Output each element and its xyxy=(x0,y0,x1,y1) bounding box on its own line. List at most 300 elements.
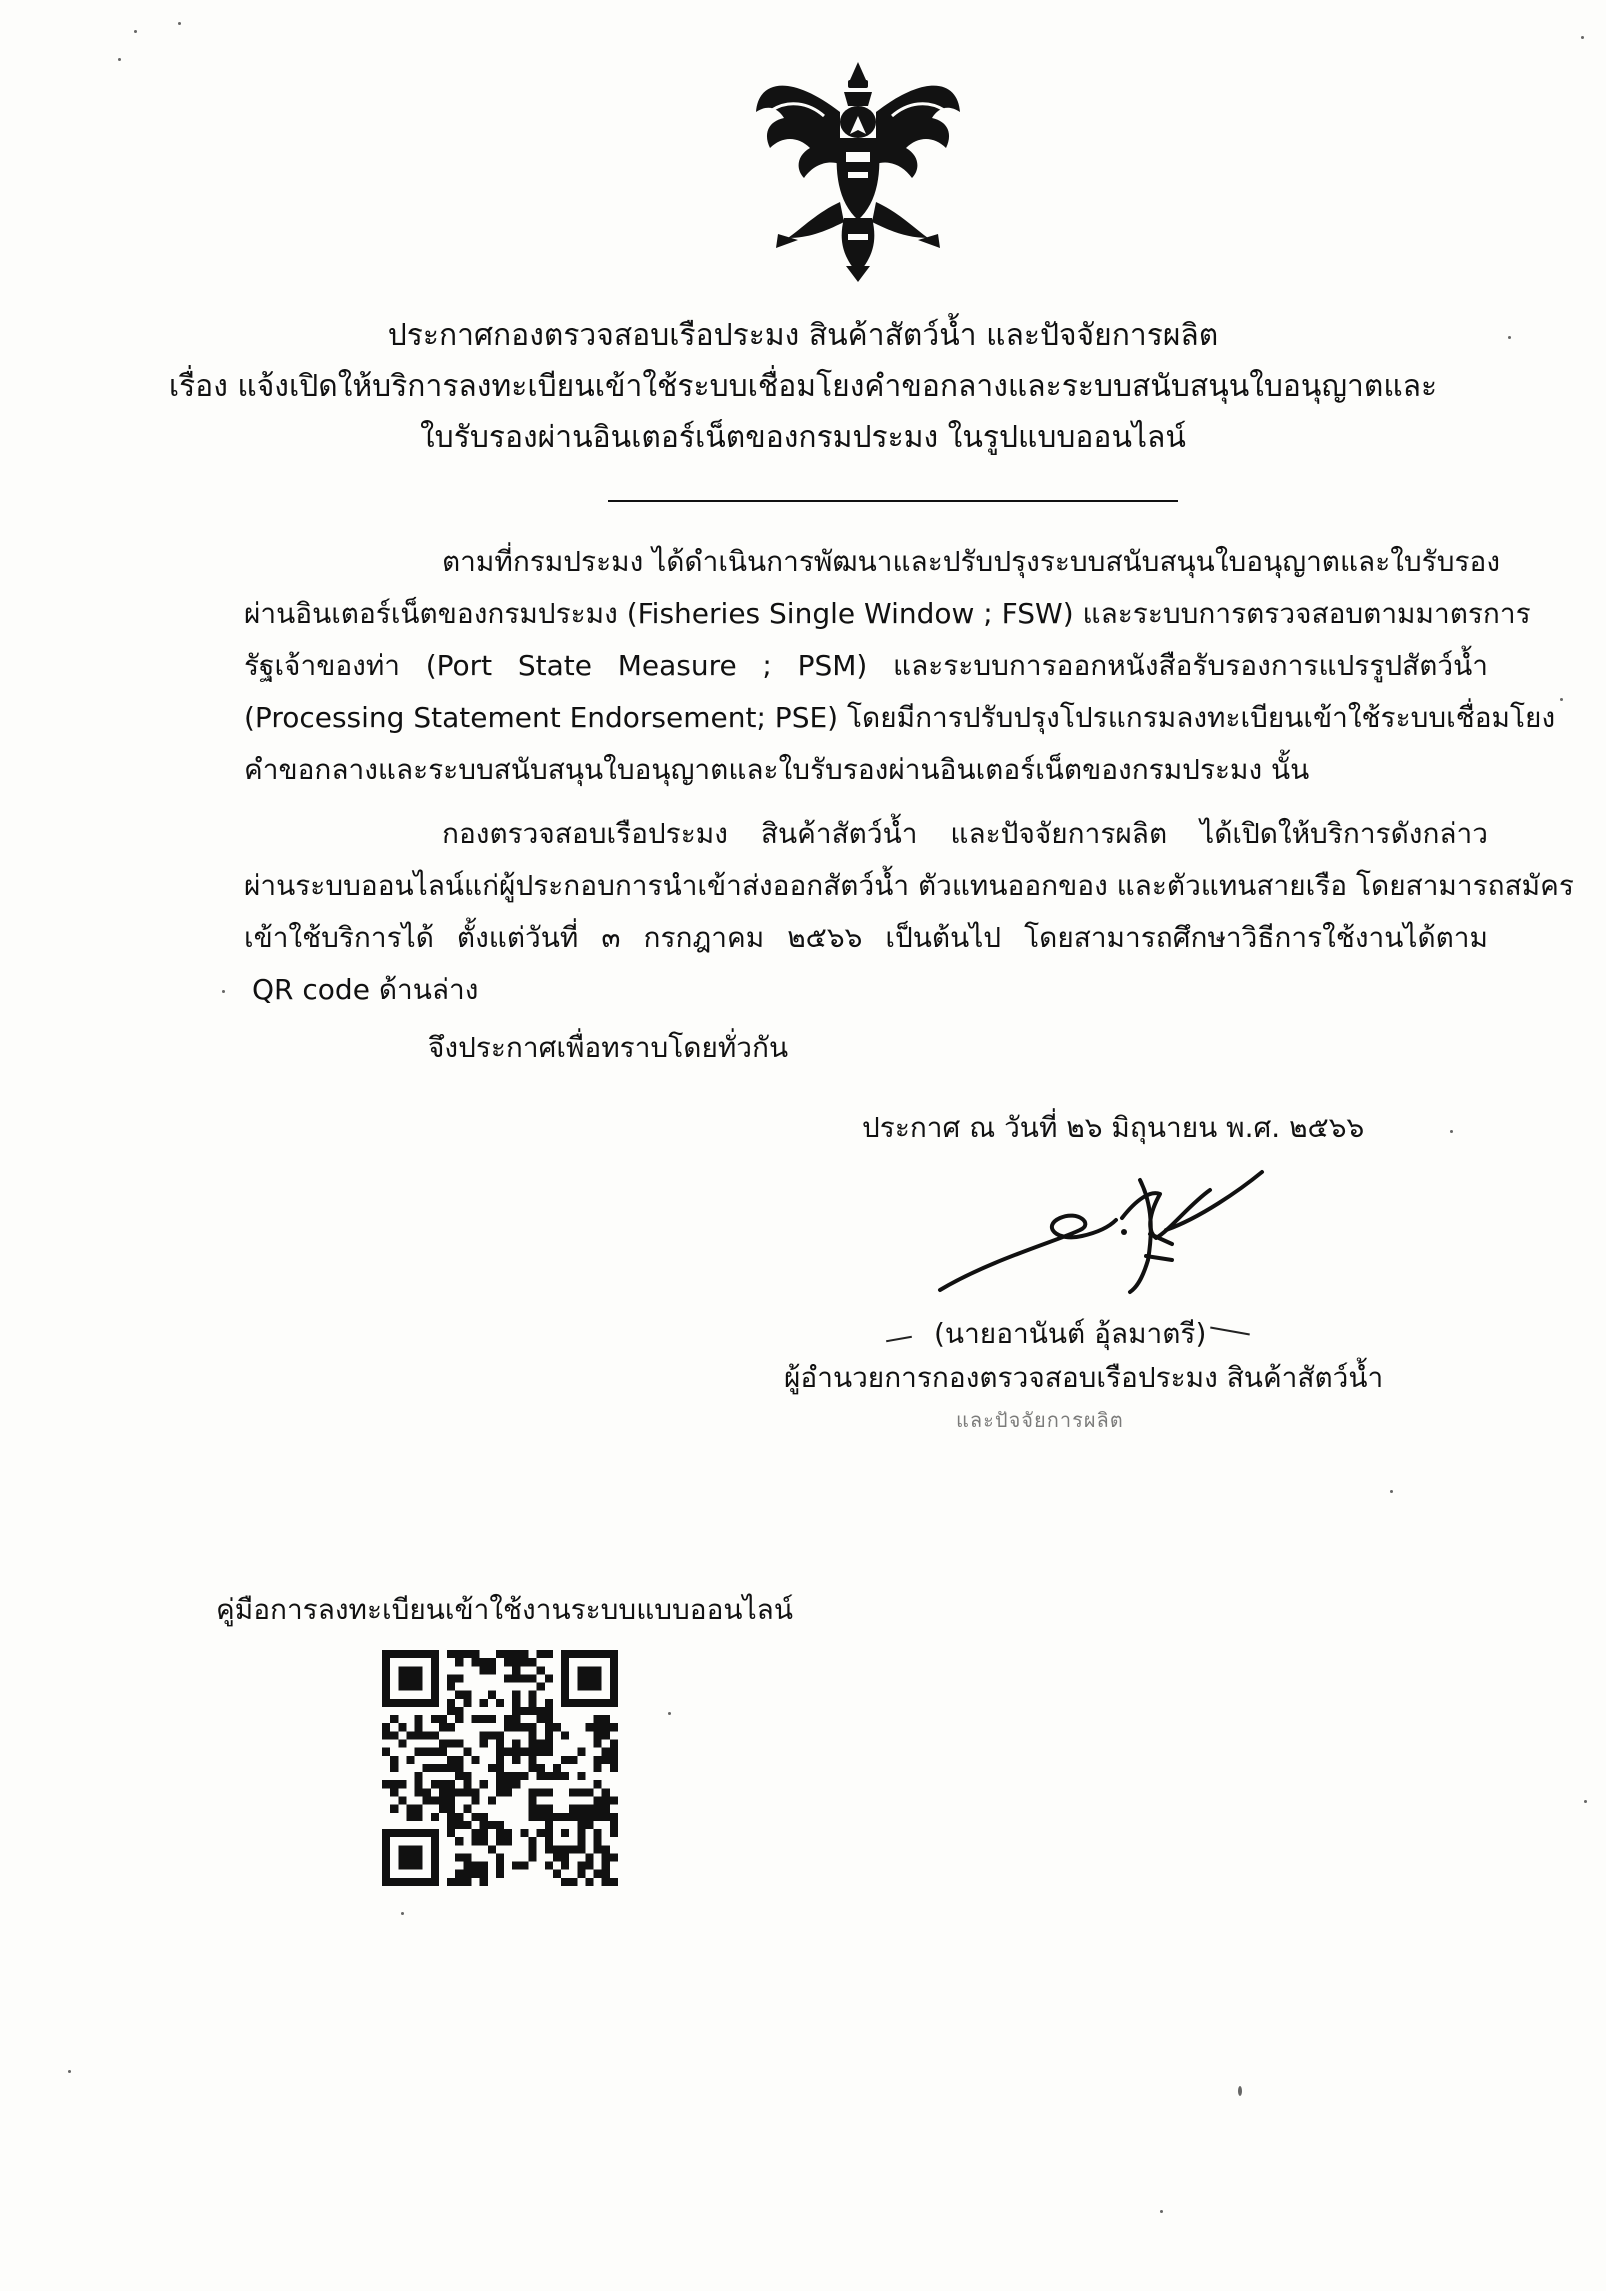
qr-module xyxy=(480,1821,488,1829)
qr-module xyxy=(602,1813,610,1821)
signer-name-dash xyxy=(886,1336,912,1342)
qr-module xyxy=(504,1829,512,1837)
qr-module xyxy=(463,1878,471,1886)
qr-module xyxy=(496,1788,504,1796)
qr-module xyxy=(488,1666,496,1674)
qr-module xyxy=(594,1813,602,1821)
title-divider xyxy=(608,500,1178,502)
qr-module xyxy=(553,1853,561,1861)
scan-speck xyxy=(1160,2210,1163,2213)
qr-timing-module xyxy=(496,1699,504,1707)
qr-module xyxy=(496,1821,504,1829)
qr-module xyxy=(569,1878,577,1886)
qr-module xyxy=(472,1829,480,1837)
qr-module xyxy=(398,1723,406,1731)
qr-module xyxy=(472,1788,480,1796)
qr-module xyxy=(610,1878,618,1886)
scan-speck xyxy=(668,1712,671,1715)
qr-module xyxy=(537,1748,545,1756)
qr-module xyxy=(463,1788,471,1796)
qr-module xyxy=(561,1772,569,1780)
qr-module xyxy=(496,1862,504,1870)
qr-module xyxy=(496,1829,504,1837)
qr-module xyxy=(594,1837,602,1845)
qr-timing-module xyxy=(431,1780,439,1788)
qr-module xyxy=(488,1715,496,1723)
qr-module xyxy=(528,1796,536,1804)
qr-module xyxy=(488,1731,496,1739)
signature-icon xyxy=(910,1160,1290,1300)
qr-module xyxy=(390,1788,398,1796)
garuda-emblem-icon xyxy=(748,52,968,287)
qr-timing-module xyxy=(431,1731,439,1739)
qr-module xyxy=(415,1723,423,1731)
qr-module xyxy=(455,1813,463,1821)
qr-module xyxy=(398,1796,406,1804)
qr-module xyxy=(472,1813,480,1821)
qr-module xyxy=(447,1764,455,1772)
qr-module xyxy=(553,1723,561,1731)
qr-module xyxy=(480,1740,488,1748)
qr-timing-module xyxy=(431,1796,439,1804)
qr-module xyxy=(520,1723,528,1731)
qr-module xyxy=(463,1772,471,1780)
qr-module xyxy=(496,1650,504,1658)
qr-module xyxy=(520,1707,528,1715)
qr-module xyxy=(553,1772,561,1780)
paragraph-2-line: กองตรวจสอบเรือประมง สินค้าสัตว์น้ำ และปัจจัยการผลิต ได้เปิดให้บริการดังกล่าว xyxy=(442,817,1488,850)
qr-module xyxy=(520,1772,528,1780)
qr-module xyxy=(488,1764,496,1772)
qr-module xyxy=(488,1658,496,1666)
qr-module xyxy=(439,1788,447,1796)
qr-module xyxy=(561,1862,569,1870)
qr-module xyxy=(545,1862,553,1870)
qr-module xyxy=(382,1748,390,1756)
signer-name: (นายอานันต์ อุ้ลมาตรี) xyxy=(934,1317,1207,1350)
qr-module xyxy=(545,1707,553,1715)
qr-module xyxy=(585,1878,593,1886)
qr-module xyxy=(390,1780,398,1788)
qr-module xyxy=(528,1756,536,1764)
qr-module xyxy=(537,1715,545,1723)
qr-module xyxy=(594,1731,602,1739)
qr-module xyxy=(423,1748,431,1756)
qr-module xyxy=(398,1780,406,1788)
qr-module xyxy=(520,1829,528,1837)
qr-module xyxy=(447,1796,455,1804)
qr-module xyxy=(447,1707,455,1715)
qr-module xyxy=(488,1691,496,1699)
qr-module xyxy=(512,1707,520,1715)
qr-module xyxy=(406,1731,414,1739)
scan-speck xyxy=(1581,36,1584,39)
qr-code-icon[interactable] xyxy=(382,1650,618,1886)
qr-timing-module xyxy=(463,1699,471,1707)
qr-module xyxy=(520,1650,528,1658)
qr-module xyxy=(537,1707,545,1715)
qr-module xyxy=(528,1837,536,1845)
qr-module xyxy=(610,1756,618,1764)
qr-module xyxy=(415,1748,423,1756)
qr-module xyxy=(455,1756,463,1764)
qr-module xyxy=(585,1853,593,1861)
qr-module xyxy=(610,1723,618,1731)
qr-module xyxy=(382,1731,390,1739)
qr-timing-module xyxy=(480,1699,488,1707)
qr-module xyxy=(577,1748,585,1756)
qr-module xyxy=(504,1723,512,1731)
qr-module xyxy=(545,1788,553,1796)
qr-module xyxy=(569,1788,577,1796)
qr-module xyxy=(447,1821,455,1829)
qr-module xyxy=(439,1796,447,1804)
qr-module xyxy=(545,1650,553,1658)
qr-module xyxy=(504,1772,512,1780)
qr-module xyxy=(398,1740,406,1748)
paragraph-1-line: คำขอกลางและระบบสนับสนุนใบอนุญาตและใบรับรองผ่านอินเตอร์เน็ตของกรมประมง นั้น xyxy=(244,753,1310,786)
qr-module xyxy=(439,1780,447,1788)
scan-speck xyxy=(134,30,137,33)
qr-module xyxy=(528,1691,536,1699)
qr-module xyxy=(415,1788,423,1796)
qr-module xyxy=(528,1788,536,1796)
qr-module xyxy=(602,1731,610,1739)
qr-module xyxy=(496,1740,504,1748)
qr-module xyxy=(504,1674,512,1682)
scan-speck xyxy=(1560,698,1563,701)
qr-module xyxy=(602,1788,610,1796)
qr-module xyxy=(439,1805,447,1813)
qr-module xyxy=(512,1658,520,1666)
qr-module xyxy=(602,1796,610,1804)
qr-module xyxy=(472,1870,480,1878)
qr-module xyxy=(553,1870,561,1878)
qr-module xyxy=(496,1756,504,1764)
qr-module xyxy=(447,1756,455,1764)
qr-module xyxy=(496,1772,504,1780)
qr-module xyxy=(610,1740,618,1748)
qr-module xyxy=(512,1740,520,1748)
qr-module xyxy=(520,1674,528,1682)
qr-module xyxy=(545,1731,553,1739)
qr-timing-module xyxy=(431,1813,439,1821)
qr-module xyxy=(545,1740,553,1748)
qr-module xyxy=(528,1674,536,1682)
qr-module xyxy=(480,1780,488,1788)
qr-module xyxy=(455,1821,463,1829)
qr-module xyxy=(455,1870,463,1878)
scan-speck xyxy=(1390,1490,1393,1493)
qr-module xyxy=(537,1764,545,1772)
scan-speck xyxy=(1450,1130,1453,1133)
qr-module xyxy=(512,1691,520,1699)
paragraph-1-line: ผ่านอินเตอร์เน็ตของกรมประมง (Fisheries Single Window ; FSW) และระบบการตรวจสอบตามมาตรการ xyxy=(244,597,1531,630)
qr-module xyxy=(553,1764,561,1772)
qr-module xyxy=(423,1796,431,1804)
qr-module xyxy=(447,1723,455,1731)
qr-module xyxy=(537,1666,545,1674)
qr-module xyxy=(577,1772,585,1780)
qr-module xyxy=(594,1870,602,1878)
qr-module xyxy=(545,1805,553,1813)
qr-module xyxy=(577,1862,585,1870)
qr-module xyxy=(520,1658,528,1666)
paragraph-1-line: ตามที่กรมประมง ได้ดำเนินการพัฒนาและปรับปรุงระบบสนับสนุนใบอนุญาตและใบรับรอง xyxy=(442,545,1501,578)
qr-module xyxy=(528,1813,536,1821)
qr-module xyxy=(594,1715,602,1723)
paragraph-1-line: (Processing Statement Endorsement; PSE) โดยมีการปรับปรุงโปรแกรมลงทะเบียนเข้าใช้ระบบเชื่อมโยง xyxy=(244,701,1556,734)
qr-module xyxy=(382,1723,390,1731)
qr-module xyxy=(602,1862,610,1870)
qr-module xyxy=(512,1723,520,1731)
qr-module xyxy=(602,1723,610,1731)
qr-module xyxy=(504,1748,512,1756)
qr-module xyxy=(390,1731,398,1739)
qr-module xyxy=(439,1715,447,1723)
qr-module xyxy=(504,1788,512,1796)
qr-module xyxy=(528,1748,536,1756)
qr-module xyxy=(496,1837,504,1845)
qr-module xyxy=(512,1756,520,1764)
qr-module xyxy=(455,1691,463,1699)
scan-speck xyxy=(401,1912,404,1915)
qr-module xyxy=(472,1756,480,1764)
qr-module xyxy=(406,1756,414,1764)
qr-module xyxy=(480,1813,488,1821)
qr-module xyxy=(537,1650,545,1658)
qr-module xyxy=(423,1788,431,1796)
qr-module xyxy=(455,1788,463,1796)
qr-module xyxy=(528,1845,536,1853)
qr-module xyxy=(472,1658,480,1666)
qr-module xyxy=(472,1796,480,1804)
qr-module xyxy=(463,1805,471,1813)
qr-module xyxy=(390,1764,398,1772)
scan-speck xyxy=(68,2070,71,2073)
qr-module xyxy=(496,1748,504,1756)
qr-module xyxy=(594,1723,602,1731)
qr-module xyxy=(585,1862,593,1870)
qr-module xyxy=(512,1748,520,1756)
qr-module xyxy=(390,1756,398,1764)
qr-module xyxy=(610,1853,618,1861)
qr-module xyxy=(537,1772,545,1780)
qr-module xyxy=(561,1878,569,1886)
qr-module xyxy=(561,1731,569,1739)
qr-module xyxy=(528,1853,536,1861)
qr-module xyxy=(528,1764,536,1772)
qr-module xyxy=(577,1788,585,1796)
qr-module xyxy=(594,1845,602,1853)
qr-module xyxy=(504,1650,512,1658)
qr-module xyxy=(602,1715,610,1723)
announcement-date: ประกาศ ณ วันที่ ๒๖ มิถุนายน พ.ศ. ๒๕๖๖ xyxy=(862,1111,1365,1144)
qr-module xyxy=(528,1723,536,1731)
qr-module xyxy=(520,1862,528,1870)
qr-module xyxy=(496,1764,504,1772)
qr-module xyxy=(439,1764,447,1772)
qr-module xyxy=(602,1878,610,1886)
qr-module xyxy=(447,1674,455,1682)
qr-module xyxy=(496,1731,504,1739)
qr-module xyxy=(480,1870,488,1878)
qr-module xyxy=(480,1829,488,1837)
qr-module xyxy=(512,1772,520,1780)
qr-module xyxy=(447,1780,455,1788)
qr-module xyxy=(528,1707,536,1715)
scan-speck xyxy=(1584,1800,1587,1803)
qr-module xyxy=(561,1853,569,1861)
qr-module xyxy=(406,1805,414,1813)
qr-module xyxy=(390,1715,398,1723)
qr-module xyxy=(585,1805,593,1813)
qr-timing-module xyxy=(528,1699,536,1707)
qr-module xyxy=(496,1853,504,1861)
qr-module xyxy=(415,1813,423,1821)
paragraph-2-line: ผ่านระบบออนไลน์แก่ผู้ประกอบการนำเข้าส่งออกสัตว์น้ำ ตัวแทนออกของ และตัวแทนสายเรือ โดยสามารถสมัคร xyxy=(244,869,1574,902)
qr-module xyxy=(512,1650,520,1658)
qr-module xyxy=(472,1837,480,1845)
qr-module xyxy=(594,1756,602,1764)
qr-module xyxy=(455,1853,463,1861)
qr-module xyxy=(415,1715,423,1723)
qr-module xyxy=(463,1870,471,1878)
qr-finder-center xyxy=(398,1845,422,1869)
qr-module xyxy=(455,1674,463,1682)
qr-module xyxy=(610,1748,618,1756)
closing-line: จึงประกาศเพื่อทราบโดยทั่วกัน xyxy=(428,1031,789,1064)
qr-finder-center xyxy=(577,1666,601,1690)
qr-timing-module xyxy=(447,1699,455,1707)
qr-module xyxy=(569,1756,577,1764)
qr-align-center xyxy=(561,1829,569,1837)
qr-module xyxy=(594,1829,602,1837)
qr-module xyxy=(415,1805,423,1813)
qr-module xyxy=(439,1740,447,1748)
qr-module xyxy=(455,1740,463,1748)
qr-module xyxy=(585,1723,593,1731)
qr-module xyxy=(512,1666,520,1674)
subject-line-1: เรื่อง แจ้งเปิดให้บริการลงทะเบียนเข้าใช้ระบบเชื่อมโยงคำขอกลางและระบบสนับสนุนใบอนุญาตและ xyxy=(168,369,1438,404)
qr-module xyxy=(447,1788,455,1796)
qr-module xyxy=(610,1813,618,1821)
qr-module xyxy=(537,1829,545,1837)
qr-module xyxy=(455,1764,463,1772)
scan-speck xyxy=(178,22,181,25)
qr-module xyxy=(537,1805,545,1813)
qr-timing-module xyxy=(431,1748,439,1756)
qr-module xyxy=(480,1837,488,1845)
qr-module xyxy=(423,1764,431,1772)
qr-module xyxy=(447,1805,455,1813)
scan-speck xyxy=(1238,2086,1242,2096)
qr-module xyxy=(504,1715,512,1723)
paragraph-2-line: QR code ด้านล่าง xyxy=(252,973,479,1006)
qr-module xyxy=(455,1878,463,1886)
qr-module xyxy=(512,1715,520,1723)
qr-module xyxy=(594,1740,602,1748)
qr-module xyxy=(528,1658,536,1666)
qr-module xyxy=(472,1650,480,1658)
qr-module xyxy=(577,1805,585,1813)
qr-module xyxy=(610,1764,618,1772)
signer-position-line-1: ผู้อำนวยการกองตรวจสอบเรือประมง สินค้าสัตว์น้ำ xyxy=(784,1361,1384,1394)
qr-caption: คู่มือการลงทะเบียนเข้าใช้งานระบบแบบออนไลน์ xyxy=(216,1593,793,1626)
qr-module xyxy=(455,1707,463,1715)
qr-module xyxy=(415,1731,423,1739)
qr-module xyxy=(455,1715,463,1723)
qr-module xyxy=(480,1666,488,1674)
qr-timing-module xyxy=(512,1699,520,1707)
qr-module xyxy=(602,1756,610,1764)
qr-finder-center xyxy=(398,1666,422,1690)
qr-timing-module xyxy=(431,1715,439,1723)
signer-name-dash xyxy=(1210,1327,1250,1336)
scan-speck xyxy=(118,58,121,61)
qr-module xyxy=(382,1780,390,1788)
qr-module xyxy=(594,1780,602,1788)
qr-module xyxy=(488,1845,496,1853)
qr-module xyxy=(520,1748,528,1756)
qr-module xyxy=(480,1878,488,1886)
qr-module xyxy=(594,1796,602,1804)
qr-module xyxy=(528,1740,536,1748)
qr-module xyxy=(537,1740,545,1748)
qr-module xyxy=(455,1837,463,1845)
qr-module xyxy=(463,1650,471,1658)
qr-module xyxy=(488,1821,496,1829)
qr-module xyxy=(577,1870,585,1878)
qr-module xyxy=(480,1715,488,1723)
qr-module xyxy=(537,1683,545,1691)
qr-module xyxy=(594,1764,602,1772)
qr-timing-module xyxy=(545,1699,553,1707)
qr-module xyxy=(447,1829,455,1837)
qr-module xyxy=(545,1674,553,1682)
qr-module xyxy=(610,1796,618,1804)
subject-line-2: ใบรับรองผ่านอินเตอร์เน็ตของกรมประมง ในรูปแบบออนไลน์ xyxy=(420,420,1186,455)
qr-module xyxy=(569,1805,577,1813)
qr-module xyxy=(585,1813,593,1821)
qr-module xyxy=(447,1878,455,1886)
qr-module xyxy=(504,1780,512,1788)
qr-module xyxy=(528,1805,536,1813)
qr-module xyxy=(537,1813,545,1821)
paragraph-1-line: รัฐเจ้าของท่า (Port State Measure ; PSM) และระบบการออกหนังสือรับรองการแปรรูปสัตว์น้ำ xyxy=(244,649,1488,682)
signer-position-line-2: และปัจจัยการผลิต xyxy=(956,1408,1124,1432)
qr-module xyxy=(463,1853,471,1861)
qr-module xyxy=(585,1821,593,1829)
qr-timing-module xyxy=(431,1764,439,1772)
document-title: ประกาศกองตรวจสอบเรือประมง สินค้าสัตว์น้ำ และปัจจัยการผลิต xyxy=(387,318,1219,353)
qr-module xyxy=(545,1772,553,1780)
qr-module xyxy=(528,1731,536,1739)
qr-module xyxy=(455,1658,463,1666)
scan-speck xyxy=(222,990,225,993)
qr-module xyxy=(488,1796,496,1804)
qr-module xyxy=(415,1780,423,1788)
qr-module xyxy=(504,1658,512,1666)
qr-module xyxy=(463,1691,471,1699)
qr-module xyxy=(463,1780,471,1788)
qr-module xyxy=(447,1813,455,1821)
qr-module xyxy=(447,1650,455,1658)
qr-module xyxy=(390,1805,398,1813)
qr-module xyxy=(439,1748,447,1756)
qr-module xyxy=(602,1845,610,1853)
qr-module xyxy=(472,1862,480,1870)
